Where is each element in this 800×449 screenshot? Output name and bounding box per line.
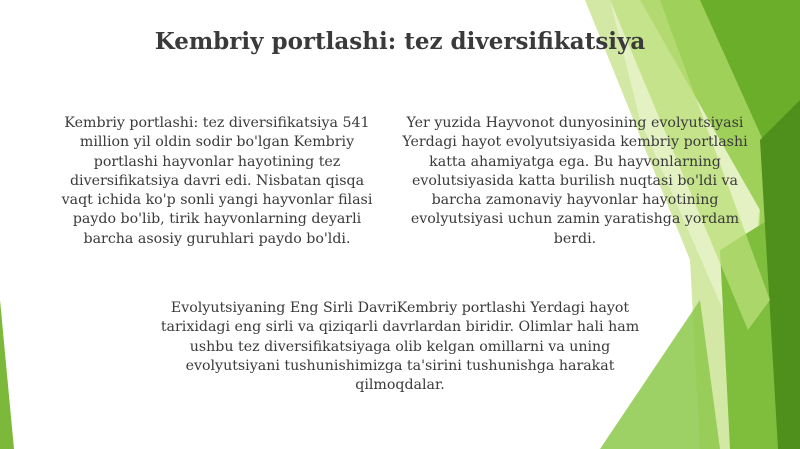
left-paragraph: Kembriy portlashi: tez diversifikatsiya 541 million yil oldin sodir bo'lgan Kembriy portlashi hayvonlar hayotining tez diversifikatsiya davri edi. Nisbatan qisqa vaqt ichida ko'p sonli yangi hayvonlar filasi paydo bo'lib, tirik hayvonlarning deyarli barcha asosiy guruhlari paydo bo'ldi. (61, 115, 373, 247)
slide-title: Kembriy portlashi: tez diversifikatsiya (154, 28, 646, 55)
right-paragraph: Yer yuzida Hayvonot dunyosining evolyutsiyasi Yerdagi hayot evolyutsiyasida kembriy portlashi katta ahamiyatga ega. Bu hayvonlarning evolutsiyasida katta burilish nuqtasi bo'ldi va barcha zamonaviy hayvonlar hayotining evolyutsiyasi uchun zamin yaratishga yordam berdi. (402, 115, 748, 247)
bottom-paragraph: Evolyutsiyaning Eng Sirli DavriKembriy portlashi Yerdagi hayot tarixidagi eng sirli va qiziqarli davrlardan biridir. Olimlar hali ham ushbu tez diversifikatsiyaga olib kelgan omillarni va uning evolyutsiyani tushunishimizga ta'sirini tushunishga harakat qilmoqdalar. (160, 300, 640, 394)
left-green-sliver (0, 300, 14, 449)
